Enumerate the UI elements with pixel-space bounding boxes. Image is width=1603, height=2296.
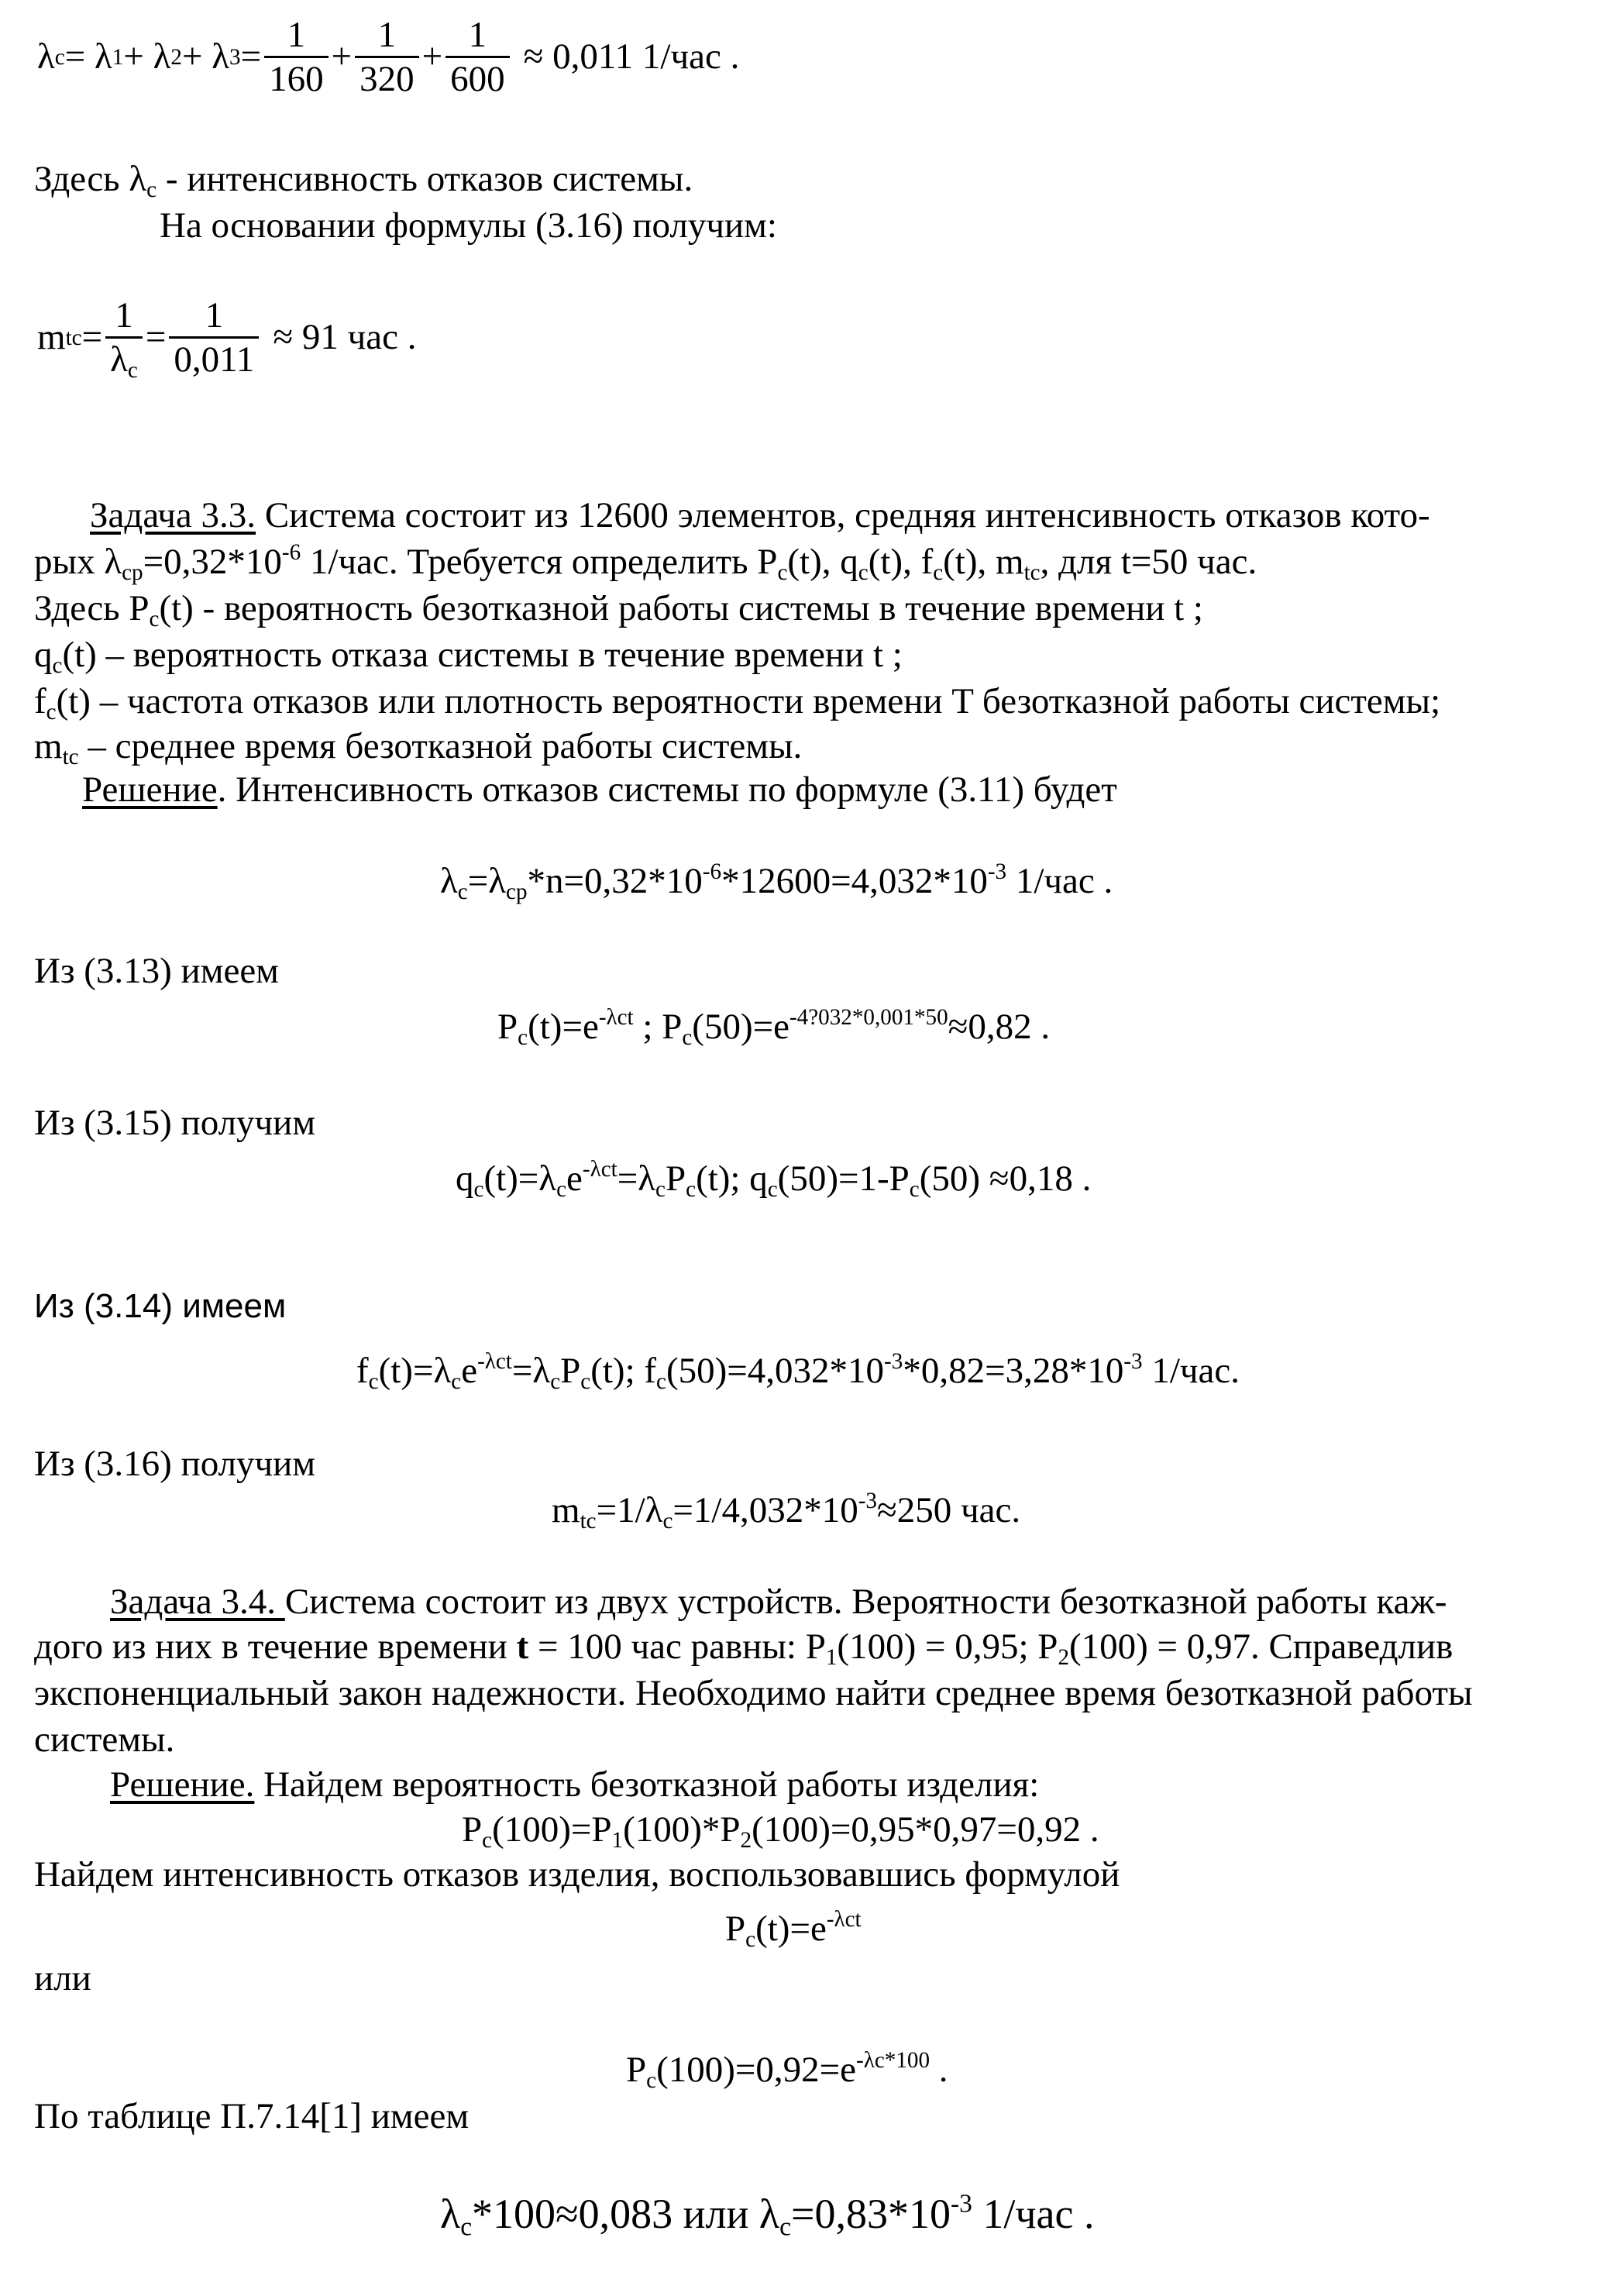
sub: c bbox=[777, 560, 788, 586]
text: (100)=P bbox=[492, 1809, 612, 1850]
formula-text: + λ bbox=[123, 36, 171, 77]
formula-line bbox=[626, 2047, 948, 2094]
sub: 2 bbox=[1058, 1645, 1069, 1671]
sup: -3 bbox=[858, 1488, 877, 1513]
formula-text: ≈ 91 час . bbox=[273, 317, 417, 358]
text-line bbox=[82, 769, 1117, 810]
task-title: Задача 3.3. bbox=[90, 495, 256, 535]
formula-text: + bbox=[331, 36, 353, 77]
text-line bbox=[34, 726, 803, 770]
text: (100) = 0,95; P bbox=[837, 1626, 1058, 1667]
text: ≈250 час. bbox=[876, 1490, 1021, 1530]
fraction bbox=[445, 14, 510, 100]
sub: c bbox=[146, 177, 157, 203]
sub: c bbox=[686, 1177, 697, 1203]
text-line bbox=[110, 1584, 1447, 1620]
text-line bbox=[34, 1626, 1453, 1671]
formula-text: λ bbox=[37, 36, 55, 77]
text-line bbox=[34, 588, 1203, 632]
text: 1/час. bbox=[1142, 1351, 1240, 1391]
sub: c bbox=[52, 653, 63, 679]
text: Здесь λ bbox=[34, 159, 147, 199]
formula-text: = bbox=[240, 36, 262, 77]
sub: c bbox=[149, 607, 160, 632]
text-line: Из (3.16) получим bbox=[34, 1444, 316, 1484]
sub: c bbox=[460, 2212, 473, 2242]
text: Система состоит из 12600 элементов, средняя интенсивность отказов кото- bbox=[256, 495, 1430, 535]
formula-line bbox=[552, 1488, 1021, 1534]
text: f bbox=[356, 1351, 369, 1391]
text: Здесь P bbox=[34, 588, 150, 628]
text-line: Из (3.14) имеем bbox=[34, 1287, 287, 1325]
text: P bbox=[560, 1351, 581, 1391]
sub: ср bbox=[122, 560, 143, 586]
fraction-denominator bbox=[105, 336, 143, 384]
text: t bbox=[516, 1626, 529, 1667]
text: =1/4,032*10 bbox=[673, 1490, 858, 1530]
sup: -λct bbox=[826, 1906, 862, 1932]
text: e bbox=[566, 1158, 583, 1199]
text-line: Найдем интенсивность отказов изделия, воспользовавшись формулой bbox=[34, 1854, 1120, 1895]
text: (50)=4,032*10 bbox=[666, 1351, 885, 1391]
text: λ bbox=[440, 861, 458, 901]
sup: -3 bbox=[950, 2189, 972, 2219]
text-line: На основании формулы (3.16) получим: bbox=[160, 205, 777, 246]
text: (t) – вероятность отказа системы в течение времени t ; bbox=[62, 635, 903, 675]
formula-line bbox=[440, 859, 1113, 905]
sub: c bbox=[662, 1509, 673, 1534]
text: (t)=λ bbox=[378, 1351, 452, 1391]
text-line bbox=[90, 497, 1430, 534]
formula-lambda-c: λ c = λ 1 + λ 2 + λ 3 = $\frac{1}{160}$ + $\frac{1}{320}$ + $\frac{1}{600}$ ≈ 0,011 1/час . bbox=[37, 15, 740, 100]
sup: -4?032*0,001*50 bbox=[789, 1004, 948, 1030]
sup: -6 bbox=[702, 859, 722, 884]
text-line: По таблице П.7.14[1] имеем bbox=[34, 2096, 470, 2136]
text: (t) - вероятность безотказной работы системы в течение времени t ; bbox=[159, 588, 1203, 628]
text: (t), q bbox=[787, 542, 858, 582]
text: (t), m bbox=[943, 542, 1024, 582]
formula-text: ≈ 0,011 1/час . bbox=[523, 36, 740, 77]
text: =0,83*10 bbox=[790, 2191, 951, 2237]
text: (100) = 0,97. Справедлив bbox=[1069, 1626, 1453, 1667]
sup: -3 bbox=[987, 859, 1007, 884]
sub: c bbox=[457, 880, 468, 905]
formula-mtc: m tc = $\frac{1}{\lambda_c}$ = $\frac{1}{0,011}$ ≈ 91 час . bbox=[37, 295, 417, 384]
sub: tc bbox=[580, 1509, 597, 1534]
sub: 1 bbox=[825, 1645, 838, 1671]
text: P bbox=[665, 1158, 686, 1199]
text: (t)=e bbox=[755, 1909, 827, 1949]
sub: c bbox=[550, 1369, 561, 1395]
sub: c bbox=[46, 700, 57, 725]
text: =1/λ bbox=[596, 1490, 663, 1530]
text: P bbox=[497, 1007, 518, 1047]
text: *n=0,32*10 bbox=[527, 861, 703, 901]
sup: -3 bbox=[1123, 1348, 1143, 1374]
text: (50)=1-P bbox=[777, 1158, 910, 1199]
text: рых λ bbox=[34, 542, 122, 582]
sub: c bbox=[656, 1369, 666, 1395]
formula-line bbox=[497, 1004, 1051, 1051]
text: (t), f bbox=[868, 542, 934, 582]
text: - интенсивность отказов системы. bbox=[157, 159, 693, 199]
fraction-numerator: 1 bbox=[377, 15, 397, 55]
sub: c bbox=[646, 2068, 657, 2094]
sup: -6 bbox=[281, 539, 301, 565]
text-line: системы. bbox=[34, 1719, 175, 1760]
text-line bbox=[34, 635, 903, 679]
sub: tc bbox=[62, 745, 79, 770]
sup: -λc*100 bbox=[856, 2047, 930, 2073]
fraction-denominator: 600 bbox=[445, 56, 510, 100]
fraction bbox=[355, 14, 419, 100]
text: Найдем вероятность безотказной работы изделия: bbox=[254, 1764, 1040, 1805]
sub: c bbox=[518, 1025, 528, 1051]
formula-text: + λ bbox=[181, 36, 229, 77]
text: =λ bbox=[467, 861, 507, 901]
text: . bbox=[930, 2050, 948, 2090]
fraction-denominator: 160 bbox=[264, 56, 329, 100]
text: = 100 час равны: P bbox=[528, 1626, 826, 1667]
text: ≈0,82 . bbox=[948, 1007, 1051, 1047]
sup: -λct bbox=[598, 1004, 634, 1030]
fraction-denominator: 320 bbox=[355, 56, 419, 100]
sub: c bbox=[473, 1177, 484, 1203]
sub: c bbox=[655, 1177, 666, 1203]
sub: tc bbox=[1023, 560, 1041, 586]
text: =λ bbox=[511, 1351, 551, 1391]
text: (t)=e bbox=[528, 1007, 599, 1047]
sub: c bbox=[127, 358, 138, 384]
text: λ bbox=[440, 2191, 461, 2237]
formula-line bbox=[440, 2189, 1095, 2242]
text: (50)=e bbox=[692, 1007, 789, 1047]
formula-line bbox=[456, 1156, 1092, 1203]
text: (100)*P bbox=[623, 1809, 741, 1850]
text: =0,32*10 bbox=[143, 542, 282, 582]
text: (100)=0,95*0,97=0,92 . bbox=[752, 1809, 1099, 1850]
text: P bbox=[462, 1809, 483, 1850]
formula-line bbox=[725, 1906, 862, 1953]
text: (50) ≈0,18 . bbox=[919, 1158, 1092, 1199]
solution-label: Решение. bbox=[110, 1764, 255, 1805]
text: m bbox=[34, 726, 63, 766]
text-line: Из (3.15) получим bbox=[34, 1103, 316, 1143]
fraction-numerator: 1 bbox=[287, 15, 306, 55]
sub: c bbox=[909, 1177, 920, 1203]
sup: -λct bbox=[477, 1348, 512, 1374]
text: (100)=0,92=e bbox=[656, 2050, 857, 2090]
text: 1/час . bbox=[1006, 861, 1113, 901]
text: . Интенсивность отказов системы по формуле (3.11) будет bbox=[217, 769, 1117, 810]
text: 1/час . bbox=[972, 2191, 1095, 2237]
text: P bbox=[626, 2050, 647, 2090]
text-line bbox=[110, 1764, 1040, 1805]
text: (t)=λ bbox=[483, 1158, 557, 1199]
fraction bbox=[169, 294, 259, 380]
text: P bbox=[725, 1909, 746, 1949]
sub: c bbox=[451, 1369, 462, 1395]
text: – среднее время безотказной работы системы. bbox=[78, 726, 803, 766]
text: *12600=4,032*10 bbox=[721, 861, 988, 901]
text: дого из них в течение времени bbox=[34, 1626, 517, 1667]
solution-label: Решение bbox=[82, 769, 218, 810]
text: (t) – частота отказов или плотность вероятности времени T безотказной работы системы; bbox=[56, 681, 1441, 721]
sup: -3 bbox=[884, 1348, 903, 1374]
text-line bbox=[34, 159, 693, 203]
text: q bbox=[34, 635, 53, 675]
sub: c bbox=[556, 1177, 567, 1203]
text: (t); f bbox=[590, 1351, 657, 1391]
fraction bbox=[264, 14, 329, 100]
text-line: или bbox=[34, 1958, 91, 1998]
text-line bbox=[34, 539, 1257, 586]
formula-line bbox=[356, 1348, 1240, 1395]
text: q bbox=[456, 1158, 474, 1199]
text: ; P bbox=[633, 1007, 683, 1047]
sub: c bbox=[858, 560, 869, 586]
formula-text: m bbox=[37, 317, 66, 358]
sub: c bbox=[745, 1927, 756, 1953]
formula-text: = bbox=[145, 317, 167, 358]
text: , для t=50 час. bbox=[1040, 542, 1257, 582]
sub: 1 bbox=[611, 1828, 624, 1854]
text-line: Из (3.13) имеем bbox=[34, 951, 279, 991]
text-line: экспоненциальный закон надежности. Необходимо найти среднее время безотказной работы bbox=[34, 1673, 1473, 1713]
text: λ bbox=[110, 339, 128, 380]
text: e bbox=[461, 1351, 478, 1391]
sub: c bbox=[368, 1369, 379, 1395]
text: Система состоит из двух устройств. Вероятности безотказной работы каж- bbox=[284, 1582, 1447, 1622]
text: *0,82=3,28*10 bbox=[903, 1351, 1124, 1391]
task-title: Задача 3.4. bbox=[110, 1582, 285, 1622]
fraction-denominator: 0,011 bbox=[169, 336, 259, 380]
formula-text: + bbox=[421, 36, 443, 77]
sub: c bbox=[482, 1828, 493, 1854]
fraction bbox=[105, 294, 143, 384]
formula-line bbox=[462, 1809, 1099, 1854]
text: *100≈0,083 или λ bbox=[472, 2191, 780, 2237]
sub: c bbox=[682, 1025, 693, 1051]
text: 1/час. Требуется определить P bbox=[301, 542, 778, 582]
fraction-numerator: 1 bbox=[115, 295, 133, 336]
text: f bbox=[34, 681, 46, 721]
fraction-numerator: 1 bbox=[468, 15, 487, 55]
fraction-numerator: 1 bbox=[205, 295, 224, 336]
text: =λ bbox=[617, 1158, 656, 1199]
sub: ср bbox=[506, 880, 528, 905]
sub: 2 bbox=[740, 1828, 752, 1854]
sub: c bbox=[933, 560, 944, 586]
text: (t); q bbox=[696, 1158, 768, 1199]
sub: c bbox=[767, 1177, 778, 1203]
sup: -λct bbox=[582, 1156, 617, 1182]
sub: c bbox=[580, 1369, 591, 1395]
sub: c bbox=[779, 2212, 791, 2242]
text-line bbox=[34, 681, 1441, 725]
text: m bbox=[552, 1490, 580, 1530]
formula-text: = bbox=[81, 317, 103, 358]
formula-text: = λ bbox=[64, 36, 112, 77]
